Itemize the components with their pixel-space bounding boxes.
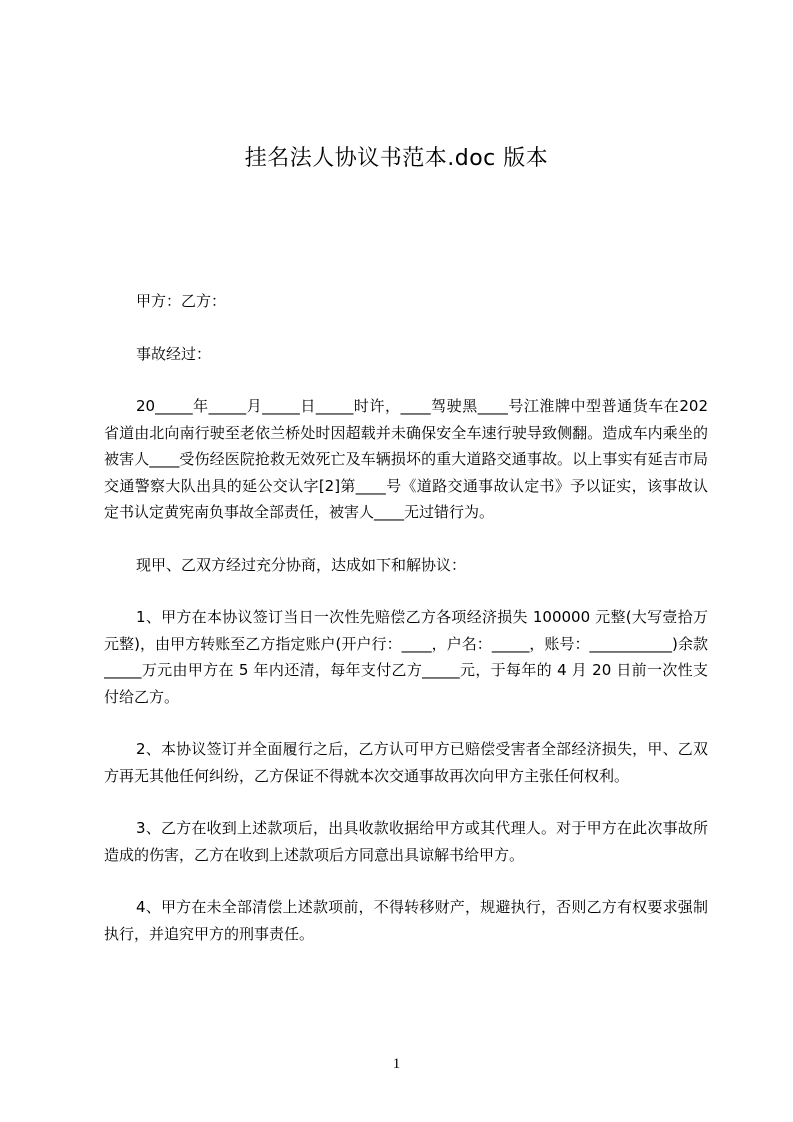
- accident-description: 20_____年_____月_____日_____时许，____驾驶黑____号江淮牌中型普通货车在202省道由北向南行驶至老依兰桥处时因超载并未确保安全车速行驶导致侧翻。造成车内乘坐的被害人____受伤经医院抢救无效死亡及车辆损坏的重大道路交通事故。以上事实有延吉市局交通警察大队出具的延公交认字[2]第____号《道路交通事故认定书》予以证实，该事故认定书认定黄宪南负事故全部责任，被害人____无过错行为。: [104, 397, 708, 521]
- clause-4: 4、甲方在未全部清偿上述款项前，不得转移财产，规避执行，否则乙方有权要求强制执行，并追究甲方的刑事责任。: [104, 898, 708, 943]
- clause-1: 1、甲方在本协议签订当日一次性先赔偿乙方各项经济损失 100000 元整(大写壹拾万元整)，由甲方转账至乙方指定账户(开户行：____，户名：_____，账号：___________)余款_____万元由甲方在 5 年内还清，每年支付乙方_____元，于每年的 4 月 20 日前一次性支付给乙方。: [104, 608, 708, 706]
- clause-2: 2、本协议签订并全面履行之后，乙方认可甲方已赔偿受害者全部经济损失，甲、乙双方再无其他任何纠纷，乙方保证不得就本次交通事故再次向甲方主张任何权利。: [104, 740, 708, 785]
- agreement-intro: 现甲、乙双方经过充分协商，达成如下和解协议：: [136, 555, 467, 574]
- document-title: 挂名法人协议书范本.doc 版本: [244, 146, 549, 171]
- parties-line: 甲方：乙方：: [136, 292, 227, 310]
- document-body: [104, 288, 708, 973]
- page-number: 1: [392, 1056, 401, 1072]
- clause-3: 3、乙方在收到上述款项后，出具收款收据给甲方或其代理人。对于甲方在此次事故所造成的伤害，乙方在收到上述款项后方同意出具谅解书给甲方。: [104, 819, 708, 864]
- accident-heading: 事故经过：: [136, 344, 212, 363]
